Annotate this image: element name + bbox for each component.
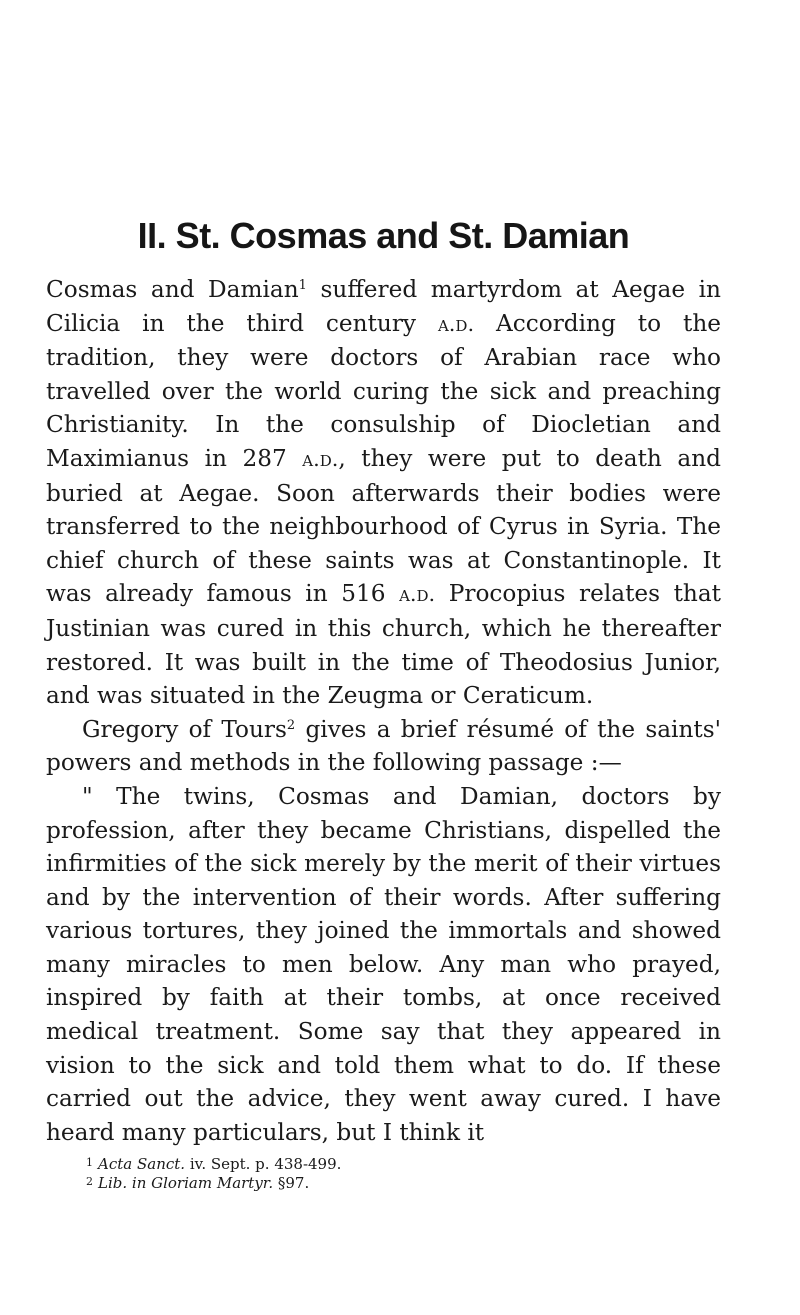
footnote-ref-1: 1 bbox=[298, 278, 307, 293]
footnotes bbox=[46, 1155, 721, 1193]
footnote-source-title: Acta Sanct. bbox=[98, 1155, 186, 1174]
text-span: gives a brief résumé of the saints' powers and methods in the following passage :— bbox=[46, 715, 721, 777]
paragraph-2 bbox=[46, 713, 721, 780]
footnote-source-title: Lib. in Gloriam Martyr. bbox=[98, 1174, 274, 1193]
text-span: Procopius relates that Justinian was cured in this church, which he thereafter restored. It was built in the time of Theodosius Junior, and was situated in the Zeugma or Ceraticum. bbox=[46, 580, 721, 710]
footnote-source-detail: iv. Sept. p. 438-499. bbox=[185, 1155, 342, 1174]
text-span: , they were put to death and buried at Aegae. Soon afterwards their bodies were transferred to the neighbourhood of Cyrus in Syria. The chief church of these saints was at Constantinople. It was already famous in 516 bbox=[46, 444, 721, 608]
text-span: According to the tradition, they were doctors of Arabian race who travelled over the world curing the sick and preaching Christianity. In the consulship of Diocletian and Maximianus in 287 bbox=[46, 309, 721, 472]
paragraph-3-quotation: " The twins, Cosmas and Damian, doctors by profession, after they became Christians, dispelled the infirmities of the sick merely by the merit of their virtues and by the intervention of their words. After suffering various tortures, they joined the immortals and showed many miracles to men below. Any man who prayed, inspired by faith at their tombs, at once received medical treatment. Some say that they appeared in vision to the sick and told them what to do. If these carried out the advice, they went away cured. I have heard many particulars, but I think it bbox=[46, 782, 721, 1146]
footnote-1 bbox=[86, 1155, 721, 1174]
era-abbrev: a.d. bbox=[437, 311, 475, 336]
document-page bbox=[46, 215, 721, 1193]
paragraph-1 bbox=[46, 273, 721, 713]
footnote-2 bbox=[86, 1174, 721, 1193]
footnote-number: 1 bbox=[86, 1156, 93, 1170]
footnote-number: 2 bbox=[86, 1175, 93, 1189]
footnote-source-detail: §97. bbox=[273, 1174, 310, 1193]
text-span: Cosmas and Damian bbox=[46, 276, 299, 303]
section-heading: II. St. Cosmas and St. Damian bbox=[137, 215, 630, 256]
footnote-ref-2: 2 bbox=[286, 717, 296, 733]
era-abbrev: a.d. bbox=[399, 582, 436, 607]
era-abbrev: a.d. bbox=[302, 446, 339, 471]
text-span: Gregory of Tours bbox=[82, 715, 287, 743]
text-span: suffered martyrdom at Aegae in Cilicia in the third century bbox=[46, 276, 721, 337]
